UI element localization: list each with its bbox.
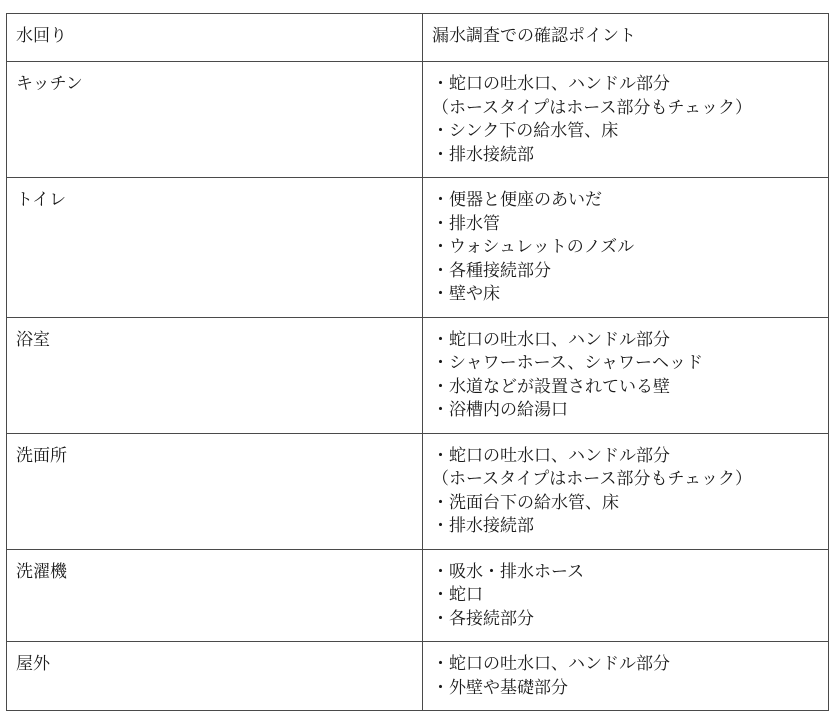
table-row <box>7 62 829 178</box>
table-row <box>7 433 829 549</box>
point-item: ・排水接続部 <box>432 144 534 165</box>
point-item: ・蛇口 <box>432 585 483 605</box>
point-item: ・蛇口の吐水口、ハンドル部分 <box>432 445 670 466</box>
point-item: ・各接続部分 <box>432 608 534 629</box>
point-item: ・蛇口の吐水口、ハンドル部分 <box>432 329 670 350</box>
point-item: （ホースタイプはホース部分もチェック） <box>432 97 752 118</box>
point-item: ・洗面台下の給水管、床 <box>432 492 619 513</box>
table-header-row <box>7 14 829 62</box>
table-row <box>7 642 829 711</box>
point-item: ・ウォシュレットのノズル <box>432 237 635 257</box>
point-item: ・シャワーホース、シャワーヘッド <box>432 353 703 373</box>
points-cell-washing-machine <box>423 549 829 642</box>
points-cell-toilet <box>423 178 829 318</box>
area-cell-outdoor: 屋外 <box>7 642 423 711</box>
area-cell-washing-machine: 洗濯機 <box>7 549 423 642</box>
point-item: ・排水接続部 <box>432 516 534 536</box>
points-cell-kitchen <box>423 62 829 178</box>
table-row <box>7 549 829 642</box>
point-item: ・排水管 <box>432 213 500 234</box>
point-item: ・シンク下の給水管、床 <box>432 121 619 141</box>
point-item: ・吸水・排水ホース <box>432 561 585 582</box>
point-item: （ホースタイプはホース部分もチェック） <box>432 469 752 489</box>
area-cell-bathroom: 浴室 <box>7 317 423 433</box>
points-cell-outdoor <box>423 642 829 711</box>
header-points-cell: 漏水調査での確認ポイント <box>423 14 829 62</box>
table-row <box>7 178 829 318</box>
table-row <box>7 317 829 433</box>
area-cell-washroom: 洗面所 <box>7 433 423 549</box>
leak-check-table <box>6 13 829 711</box>
area-cell-kitchen: キッチン <box>7 62 423 178</box>
point-item: ・水道などが設置されている壁 <box>432 376 670 397</box>
point-item: ・浴槽内の給湯口 <box>432 400 568 420</box>
point-item: ・便器と便座のあいだ <box>432 190 602 210</box>
point-item: ・蛇口の吐水口、ハンドル部分 <box>432 654 670 674</box>
point-item: ・外壁や基礎部分 <box>432 677 568 698</box>
point-item: ・壁や床 <box>432 284 500 304</box>
header-area-cell: 水回り <box>7 14 423 62</box>
point-item: ・蛇口の吐水口、ハンドル部分 <box>432 74 670 94</box>
points-cell-washroom <box>423 433 829 549</box>
point-item: ・各種接続部分 <box>432 260 551 281</box>
points-cell-bathroom <box>423 317 829 433</box>
area-cell-toilet: トイレ <box>7 178 423 318</box>
